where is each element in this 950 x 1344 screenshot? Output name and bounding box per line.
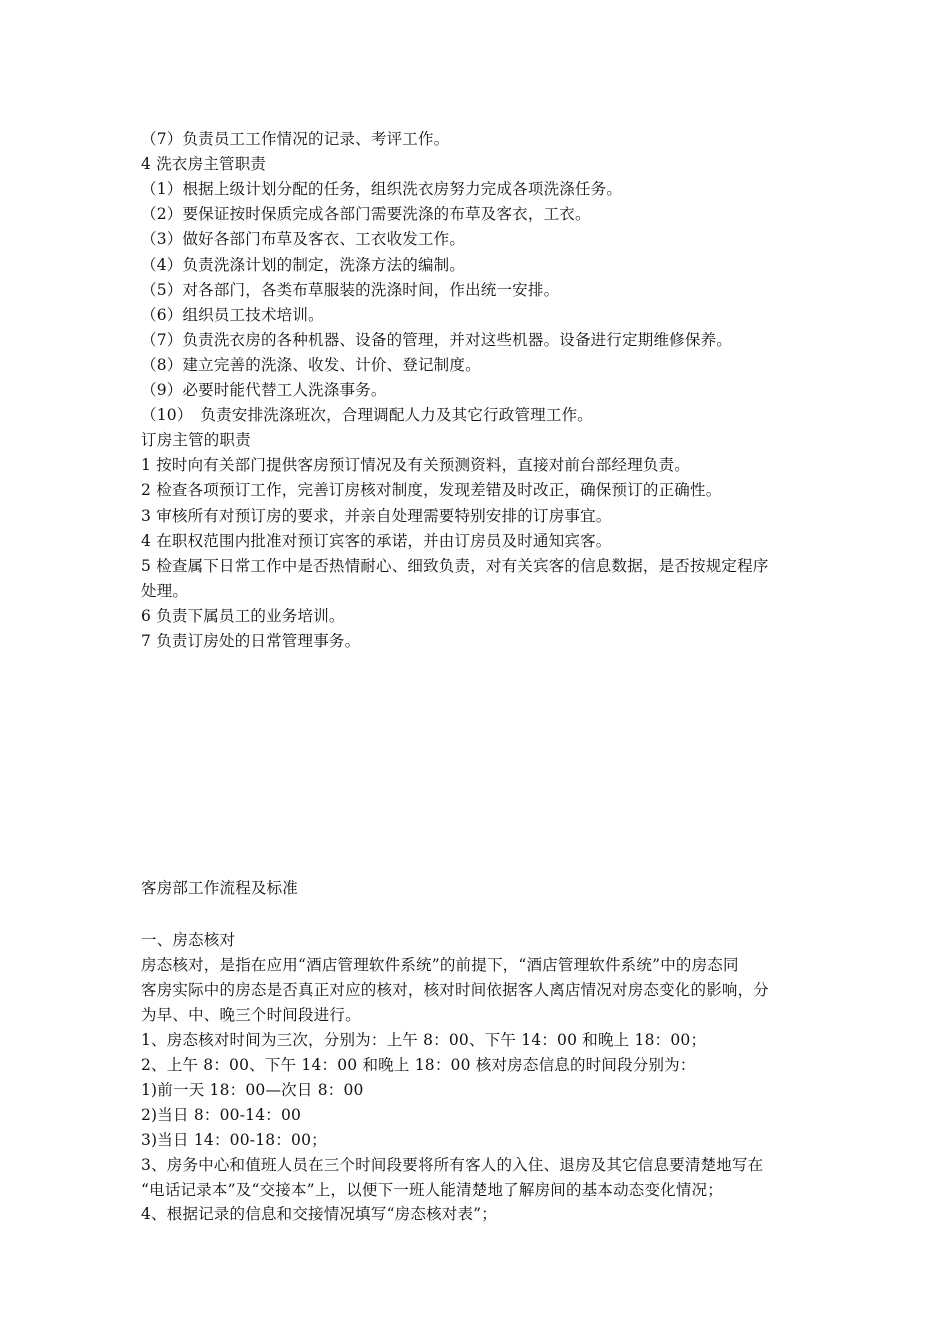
text-line: 订房主管的职责 <box>141 431 251 450</box>
text-line: （4）负责洗涤计划的制定，洗涤方法的编制。 <box>141 255 466 274</box>
text-line: 2)当日 8：00-14：00 <box>141 1105 302 1124</box>
text-line: 1 按时向有关部门提供客房预订情况及有关预测资料，直接对前台部经理负责。 <box>141 456 690 475</box>
text-line: 3 审核所有对预订房的要求，并亲自处理需要特别安排的订房事宜。 <box>141 506 612 525</box>
text-line: （7）负责员工工作情况的记录、考评工作。 <box>141 130 450 148</box>
text-line: 2 检查各项预订工作，完善订房核对制度，发现差错及时改正，确保预订的正确性。 <box>141 481 722 500</box>
text-line: 7 负责订房处的日常管理事务。 <box>141 632 361 650</box>
text-line: （1）根据上级计划分配的任务，组织洗衣房努力完成各项洗涤任务。 <box>141 180 623 199</box>
text-line: （7）负责洗衣房的各种机器、设备的管理，并对这些机器。设备进行定期维修保养。 <box>141 330 732 349</box>
text-line: 房态核对，是指在应用“酒店管理软件系统”的前提下，“酒店管理软件系统”中的房态同 <box>141 955 739 974</box>
text-line: 1、房态核对时间为三次，分别为：上午 8：00、下午 14：00 和晚上 18：00； <box>141 1030 707 1049</box>
text-line: 2、上午 8：00、下午 14：00 和晚上 18：00 核对房态信息的时间段分别为： <box>141 1055 696 1074</box>
text-line: （5）对各部门，各类布草服装的洗涤时间，作出统一安排。 <box>141 280 560 299</box>
text-line: （3）做好各部门布草及客衣、工衣收发工作。 <box>141 230 466 249</box>
section-title: 客房部工作流程及标准 <box>141 879 299 897</box>
text-line: 为早、中、晚三个时间段进行。 <box>141 1005 361 1024</box>
text-line: （6）组织员工技术培训。 <box>141 305 324 324</box>
text-line: 3)当日 14：00-18：00； <box>141 1130 327 1149</box>
text-line: （10） 负责安排洗涤班次，合理调配人力及其它行政管理工作。 <box>141 406 593 425</box>
text-line: （8）建立完善的洗涤、收发、计价、登记制度。 <box>141 355 481 374</box>
text-line: 处理。 <box>141 581 189 600</box>
text-line: 一、房态核对 <box>141 931 236 949</box>
text-line: 3、房务中心和值班人员在三个时间段要将所有客人的入住、退房及其它信息要清楚地写在 <box>141 1155 764 1174</box>
text-line: 4 洗衣房主管职责 <box>141 155 267 174</box>
text-line: （9）必要时能代替工人洗涤事务。 <box>141 381 387 399</box>
text-line: 5 检查属下日常工作中是否热情耐心、细致负责，对有关宾客的信息数据，是否按规定程序 <box>141 556 769 575</box>
text-line: 客房实际中的房态是否真正对应的核对，核对时间依据客人离店情况对房态变化的影响，分 <box>141 980 770 999</box>
text-line: “电话记录本”及“交接本”上，以便下一班人能清楚地了解房间的基本动态变化情况； <box>141 1180 723 1199</box>
text-line: （2）要保证按时保质完成各部门需要洗涤的布草及客衣，工衣。 <box>141 205 591 224</box>
text-line: 1)前一天 18：00—次日 8：00 <box>141 1080 364 1099</box>
text-line: 4、根据记录的信息和交接情况填写“房态核对表”； <box>141 1205 498 1224</box>
text-line: 4 在职权范围内批准对预订宾客的承诺，并由订房员及时通知宾客。 <box>141 531 612 550</box>
text-line: 6 负责下属员工的业务培训。 <box>141 606 345 625</box>
